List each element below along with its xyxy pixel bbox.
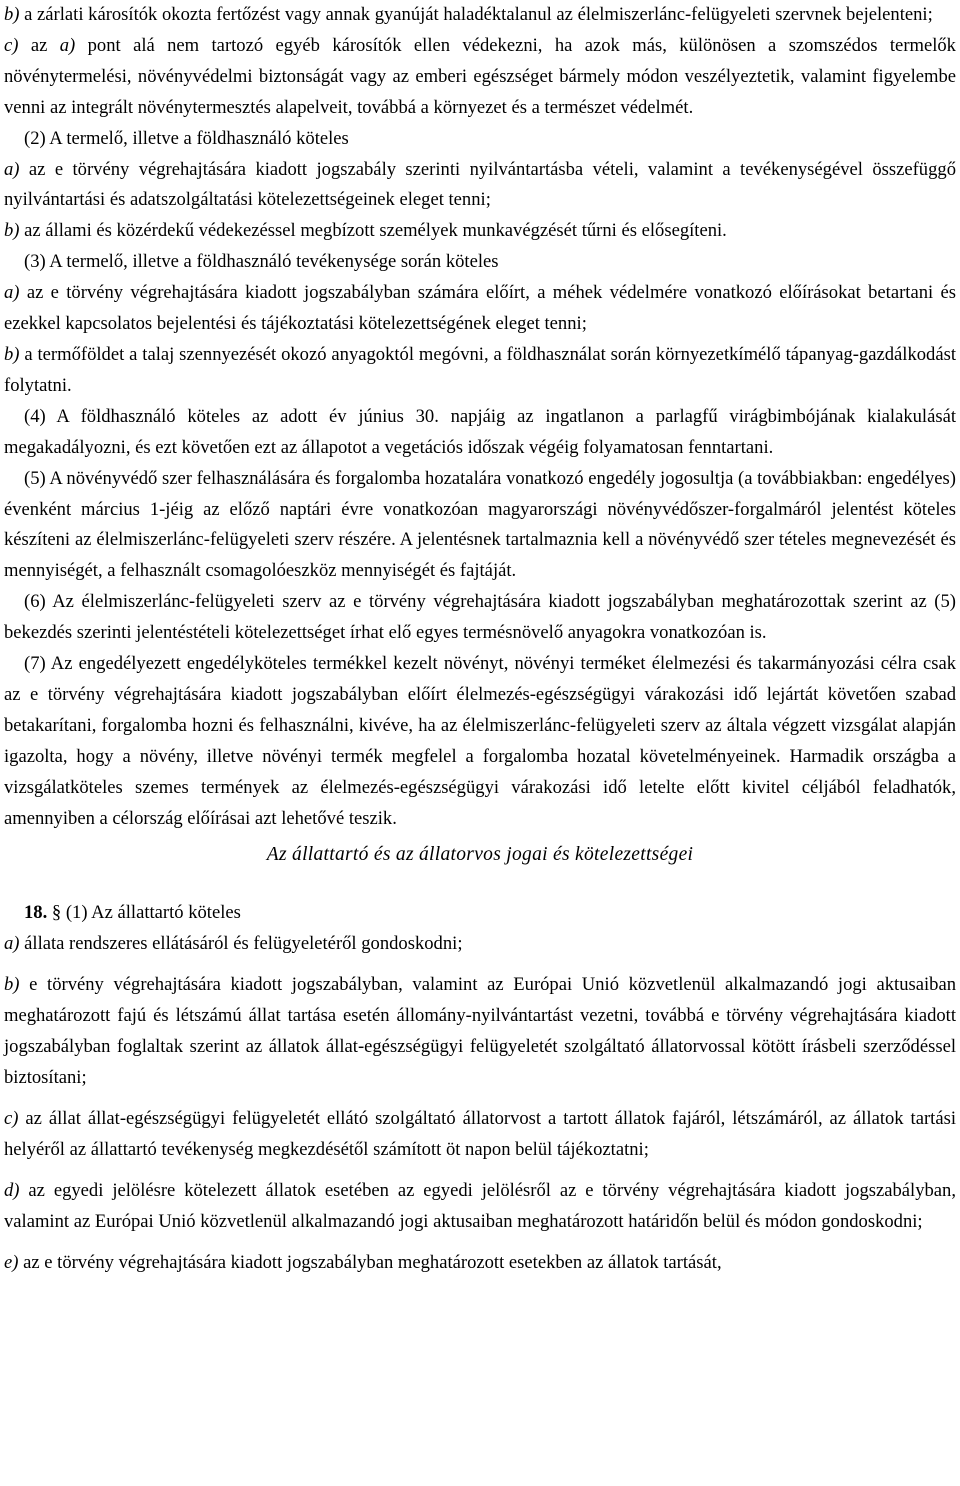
paragraph-text: az	[18, 34, 60, 56]
paragraph-text: a zárlati károsítók okozta fertőzést vagy annak gyanúját haladéktalanul az élelmiszerlánc-felügyeleti szervnek bejelenteni;	[19, 4, 933, 25]
item-marker: a)	[4, 933, 20, 955]
section-18-item-e	[4, 1248, 956, 1279]
section-symbol: §	[51, 902, 62, 924]
paragraph-text: az állami és közérdekű védekezéssel megbízott személyek munkavégzését tűrni és elősegíteni.	[19, 220, 727, 242]
paragraph-1-c	[4, 31, 956, 124]
paragraph-5	[4, 464, 956, 588]
paragraph-text: állata rendszeres ellátásáról és felügyeletéről gondoskodni;	[19, 933, 463, 955]
item-marker: e)	[4, 1251, 19, 1273]
item-marker: b)	[4, 220, 20, 242]
paragraph-text: e törvény végrehajtására kiadott jogszabályban, valamint az Európai Unió közvetlenül alkalmazandó jogi aktusaiban meghatározott fajú és létszámú állat tartása esetén állomány-nyilvántartást vezetni, továbbá e törvény végrehajtására kiadott jogszabályban foglaltak szerint az állatok állat-egészségügyi felügyeletét szolgáltató állatorvossal kötött írásbeli szerződéssel biztosítani;	[4, 974, 956, 1088]
paragraph-3-b	[4, 340, 956, 402]
section-18-item-c	[4, 1104, 956, 1166]
paragraph-text: (3) A termelő, illetve a földhasználó tevékenysége során köteles	[24, 251, 499, 273]
paragraph-text: (1) Az állattartó köteles	[61, 902, 241, 924]
section-heading: Az állattartó és az állatorvos jogai és kötelezettségei	[266, 844, 694, 866]
paragraph-1-b	[4, 0, 956, 31]
paragraph-text: (7) Az engedélyezett engedélyköteles termékkel kezelt növényt, növényi terméket élelmezési és takarmányozási célra csak az e törvény végrehajtására kiadott jogszabályban előírt élelmezés-egészségügyi várakozási idő lejártát követően szabad betakarítani, forgalomba hozni és felhasználni, kivéve, ha az élelmiszerlánc-felügyeleti szerv az általa végzett vizsgálat alapján igazolta, hogy a növény, illetve növényi termék megfelel a forgalomba hozatal követelményeinek. Harmadik országba a vizsgálatköteles szemes termények az élelmezés-egészségügyi várakozási idő letelte előtt kivitel céljából feladhatók, amennyiben a célország előírásai azt lehetővé teszik.	[4, 653, 956, 829]
section-18-item-b	[4, 970, 956, 1094]
paragraph-text: a termőföldet a talaj szennyezését okozó anyagoktól megóvni, a földhasználat során környezetkímélő tápanyag-gazdálkodást folytatni.	[4, 343, 956, 396]
paragraph-text: az e törvény végrehajtására kiadott jogszabályban meghatározott esetekben az állatok tartását,	[18, 1251, 722, 1273]
paragraph-text: (2) A termelő, illetve a földhasználó köteles	[24, 127, 349, 149]
paragraph-3-a	[4, 278, 956, 340]
item-marker: d)	[4, 1179, 20, 1201]
paragraph-text: az e törvény végrehajtására kiadott jogszabályban számára előírt, a méhek védelmére vonatkozó előírásokat betartani és ezekkel kapcsolatos bejelentési és tájékoztatási kötelezettségének eleget tenni;	[4, 282, 956, 335]
paragraph-text: (6) Az élelmiszerlánc-felügyeleti szerv az e törvény végrehajtására kiadott jogszabályban meghatározottak szerint az (5) bekezdés szerinti jelentéstételi kötelezettséget írhat elő egyes termésnövelő anyagokra vonatkozóan is.	[4, 591, 956, 644]
paragraph-text: pont alá nem tartozó egyéb károsítók ellen védekezni, ha azok más, különösen a szomszédos termelők növénytermelési, növényvédelmi biztonságát vagy az emberi egészséget bármely módon veszélyeztetik, valamint figyelembe venni az integrált növénytermesztés alapelveit, továbbá a környezet és a természet védelmét.	[4, 34, 956, 118]
paragraph-2-a	[4, 155, 956, 217]
paragraph-2	[4, 124, 956, 155]
paragraph-3	[4, 247, 956, 278]
paragraph-text: az e törvény végrehajtására kiadott jogszabály szerinti nyilvántartásba vételi, valamint a tevékenységével összefüggő nyilvántartási és adatszolgáltatási kötelezettségeinek eleget tenni;	[4, 158, 956, 211]
paragraph-text: (5) A növényvédő szer felhasználására és forgalomba hozatalára vonatkozó engedély jogosultja (a továbbiakban: engedélyes) évenként március 1-jéig az előző naptári évre vonatkozóan magyarországi növényvédőszer-forgalmáról jelentést köteles készíteni az élelmiszerlánc-felügyeleti szerv részére. A jelentésnek tartalmaznia kell a növényvédő szer tételes megnevezését és mennyiségét, a felhasznált csomagolóeszköz mennyiségét és fajtáját.	[4, 467, 956, 582]
item-marker: b)	[4, 343, 20, 365]
section-18-intro	[4, 898, 956, 929]
paragraph-4	[4, 402, 956, 464]
item-marker: c)	[4, 1107, 19, 1129]
item-marker: a)	[4, 158, 20, 180]
section-18-item-a	[4, 929, 956, 960]
document-page	[4, 0, 956, 1278]
inner-item-marker: a)	[59, 34, 76, 56]
item-marker: c)	[4, 34, 19, 56]
item-marker: b)	[4, 974, 20, 996]
section-number: 18.	[24, 902, 48, 924]
paragraph-6	[4, 587, 956, 649]
paragraph-text: az állat állat-egészségügyi felügyeletét ellátó szolgáltató állatorvost a tartott állatok fajáról, létszámáról, az állatok tartási helyéről az állattartó tevékenység megkezdésétől számított öt napon belül tájékoztatni;	[4, 1107, 956, 1160]
item-marker: a)	[4, 282, 20, 304]
paragraph-text: (4) A földhasználó köteles az adott év június 30. napjáig az ingatlanon a parlagfű virágbimbójának kialakulását megakadályozni, és ezt követően ezt az állapotot a vegetációs időszak végéig folyamatosan fenntartani.	[4, 405, 956, 458]
paragraph-7	[4, 649, 956, 834]
paragraph-2-b	[4, 216, 956, 247]
paragraph-text: az egyedi jelölésre kötelezett állatok esetében az egyedi jelölésről az e törvény végrehajtására kiadott jogszabályban, valamint az Európai Unió közvetlenül alkalmazandó jogi aktusaiban meghatározott határidőn belül és módon gondoskodni;	[4, 1179, 956, 1232]
item-marker: b)	[4, 4, 20, 25]
section-18-item-d	[4, 1176, 956, 1238]
